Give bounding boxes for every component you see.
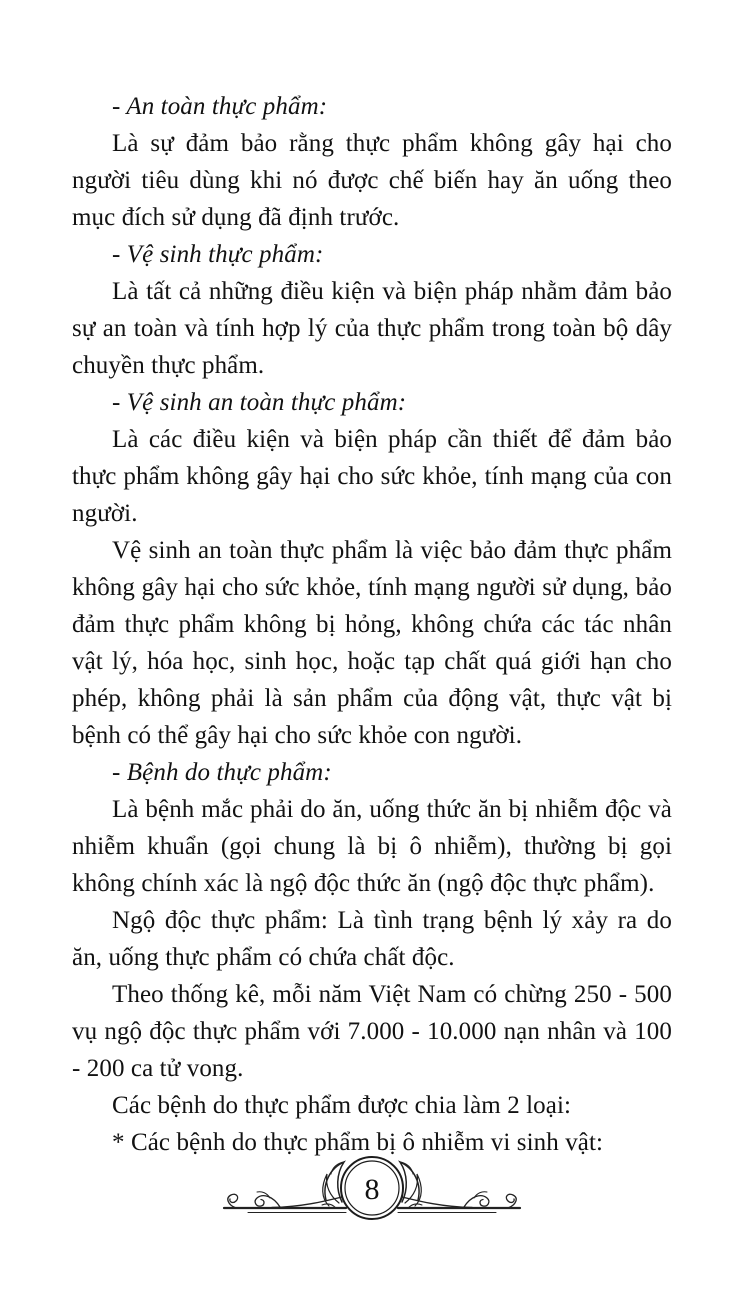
paragraph: Vệ sinh an toàn thực phẩm là việc bảo đảm thực phẩm không gây hại cho sức khỏe, tính mạng người sử dụng, bảo đảm thực phẩm không bị hỏng, không chứa các tác nhân vật lý, hóa học, sinh học, hoặc tạp chất quá giới hạn cho phép, không phải là sản phẩm của động vật, thực vật bị bệnh có thể gây hại cho sức khỏe con người. <box>72 537 672 749</box>
paragraph: Là các điều kiện và biện pháp cần thiết để đảm bảo thực phẩm không gây hại cho sức khỏe, tính mạng của con người. <box>72 426 672 527</box>
page-body-text <box>72 88 672 1161</box>
section-heading: - Vệ sinh an toàn thực phẩm: <box>112 389 407 416</box>
paragraph: Các bệnh do thực phẩm được chia làm 2 loại: <box>112 1092 572 1119</box>
page-number: 8 <box>364 1173 380 1206</box>
paragraph: * Các bệnh do thực phẩm bị ô nhiễm vi sinh vật: <box>112 1129 604 1156</box>
divider-flourish-icon <box>212 1140 532 1236</box>
section-heading: - Bệnh do thực phẩm: <box>112 759 332 786</box>
paragraph: Theo thống kê, mỗi năm Việt Nam có chừng 250 - 500 vụ ngộ độc thực phẩm với 7.000 - 10.000 nạn nhân và 100 - 200 ca tử vong. <box>72 981 672 1082</box>
section-heading: - Vệ sinh thực phẩm: <box>112 241 324 268</box>
paragraph: Là sự đảm bảo rằng thực phẩm không gây hại cho người tiêu dùng khi nó được chế biến hay ăn uống theo mục đích sử dụng đã định trước. <box>72 130 672 231</box>
paragraph: Ngộ độc thực phẩm: Là tình trạng bệnh lý xảy ra do ăn, uống thực phẩm có chứa chất độc. <box>72 907 672 971</box>
page-number-medallion <box>341 1157 403 1219</box>
paragraph: Là bệnh mắc phải do ăn, uống thức ăn bị nhiễm độc và nhiễm khuẩn (gọi chung là bị ô nhiễm), thường bị gọi không chính xác là ngộ độc thức ăn (ngộ độc thực phẩm). <box>72 796 672 897</box>
page-footer-ornament <box>212 1140 532 1236</box>
paragraph: Là tất cả những điều kiện và biện pháp nhằm đảm bảo sự an toàn và tính hợp lý của thực phẩm trong toàn bộ dây chuyền thực phẩm. <box>72 278 672 379</box>
section-heading: - An toàn thực phẩm: <box>112 93 328 120</box>
